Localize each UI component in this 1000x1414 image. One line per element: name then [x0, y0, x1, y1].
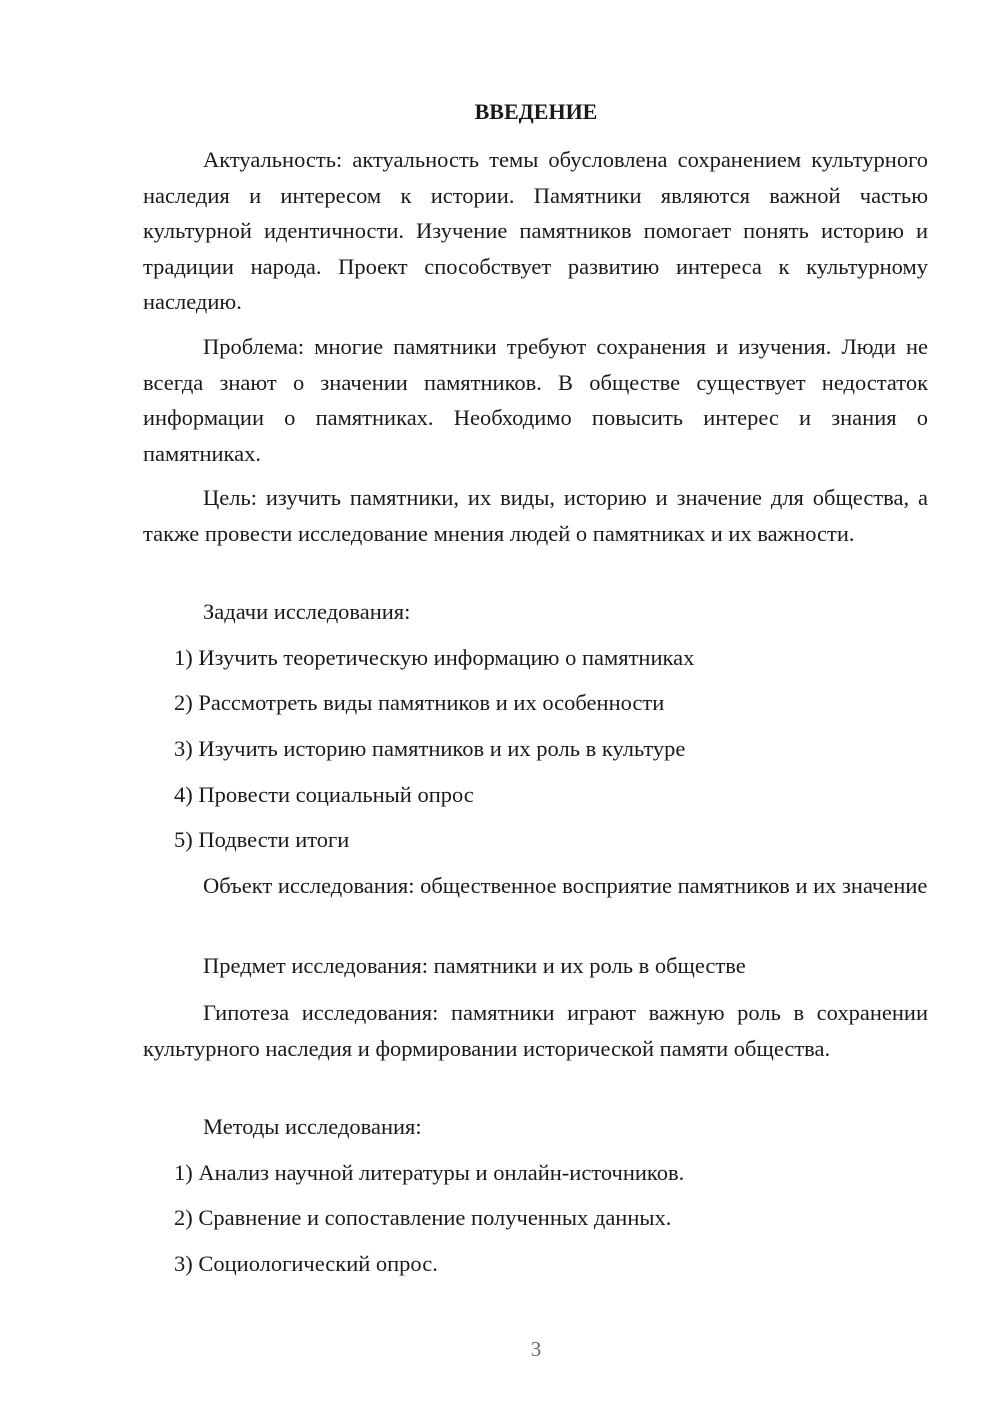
subject-line: Предмет исследования: памятники и их роль в обществе — [203, 953, 746, 978]
methods-heading: Методы исследования: — [203, 1114, 422, 1139]
hypothesis-paragraph: Гипотеза исследования: памятники играют важную роль в сохранении культурного наследия и формировании исторической памяти общества. — [143, 1000, 928, 1061]
list-item: 5) Подвести итоги — [174, 827, 350, 852]
page-number: 3 — [530, 1337, 542, 1361]
list-item: 2) Сравнение и сопоставление полученных данных. — [174, 1205, 672, 1230]
problem-paragraph: Проблема: многие памятники требуют сохранения и изучения. Люди не всегда знают о значении памятников. В обществе существует недостаток информации о памятниках. Необходимо повысить интерес и знания о памятниках. — [143, 334, 928, 466]
list-item: 3) Изучить историю памятников и их роль в культуре — [174, 736, 686, 761]
list-item: 1) Изучить теоретическую информацию о памятниках — [174, 645, 695, 670]
page-title: ВВЕДЕНИЕ — [474, 99, 598, 124]
list-item: 3) Социологический опрос. — [174, 1251, 438, 1276]
list-item: 1) Анализ научной литературы и онлайн-источников. — [174, 1160, 685, 1185]
relevance-paragraph: Актуальность: актуальность темы обусловлена сохранением культурного наследия и интересом к истории. Памятники являются важной частью культурной идентичности. Изучение памятников помогает понять историю и традиции народа. Проект способствует развитию интереса к культурному наследию. — [143, 147, 928, 314]
goal-paragraph: Цель: изучить памятники, их виды, историю и значение для общества, а также провести исследование мнения людей о памятниках и их важности. — [143, 485, 928, 546]
tasks-heading: Задачи исследования: — [203, 599, 411, 624]
list-item: 2) Рассмотреть виды памятников и их особенности — [174, 690, 665, 715]
list-item: 4) Провести социальный опрос — [174, 782, 474, 807]
object-paragraph: Объект исследования: общественное восприятие памятников и их значение — [203, 873, 928, 898]
